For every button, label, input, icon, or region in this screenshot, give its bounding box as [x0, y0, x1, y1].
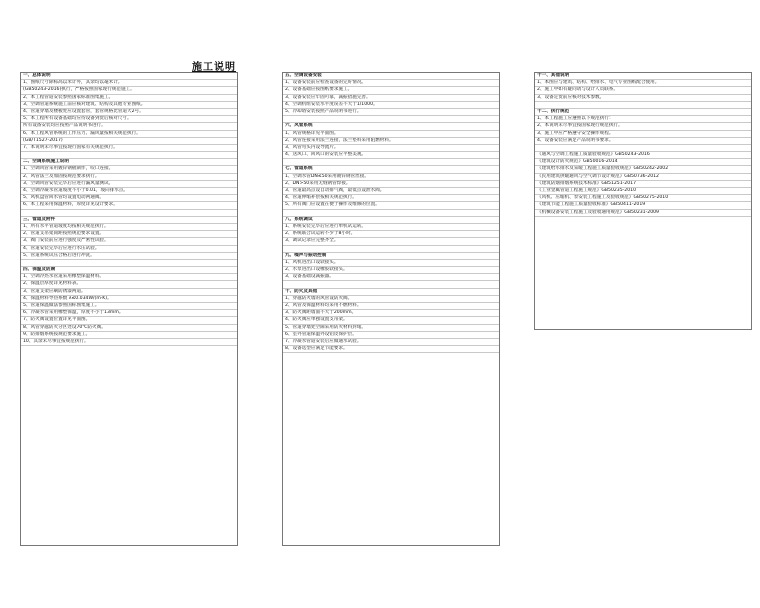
- note-line: 3、调试记录应完整齐全。: [283, 238, 499, 245]
- note-line: 2、风管法兰及加固按规范要求执行。: [21, 174, 237, 181]
- note-line: 2、管道支吊架间距按照规范要求设置。: [21, 231, 237, 238]
- note-line: 10、其余未尽事宜按规范执行。: [21, 339, 237, 346]
- note-line: 5、冷却塔安装按照产品说明书进行。: [283, 109, 499, 116]
- note-line: 4、设备安装应满足产品说明书要求。: [535, 138, 751, 145]
- note-line: [283, 281, 499, 288]
- note-line: 4、送风口、回风口的安装应平整美观。: [283, 152, 499, 159]
- note-line: 4、防火阀应单独设置支吊架。: [283, 317, 499, 324]
- note-line: 《民用建筑供暖通风与空气调节设计规范》GB50736-2012: [535, 174, 751, 181]
- note-line: 4、空调冷凝水管道坡度不小于0.01，坡向排水点。: [21, 188, 237, 195]
- note-line: 2、本说明未尽事宜按国家现行规范执行。: [535, 123, 751, 130]
- note-line: 《建筑设计防火规范》GB50016-2014: [535, 159, 751, 166]
- note-line: 7、冷凝水管道安装后应做通水试验。: [283, 339, 499, 346]
- section-heading: 十、防火及其他: [283, 289, 499, 296]
- note-line: (GB/T1527-2017): [21, 138, 237, 145]
- notes-column-3: [534, 72, 752, 330]
- section-heading: 九、噪声与振动控制: [283, 253, 499, 260]
- note-line: 5、本工程所有设备基础均应待设备到货后核对尺寸。: [21, 116, 237, 123]
- note-line: 5、管道穿墙处空隙采用防火材料封堵。: [283, 325, 499, 332]
- note-line: 6、本工程采用保温材料，厚度详见设计要求。: [21, 202, 237, 209]
- note-line: 8、风管穿越防火分区处设70℃防火阀。: [21, 325, 237, 332]
- note-line: 9、防排烟系统按规范要求施工。: [21, 332, 237, 339]
- note-line: 3、管道支架应刷防锈漆两道。: [21, 289, 237, 296]
- section-heading: 五、空调设备安装: [283, 73, 499, 80]
- section-heading: 一、总体说明: [21, 73, 237, 80]
- note-line: (GB50243-2016)执行，严格按照国家现行规范施工。: [21, 87, 237, 94]
- note-line: 4、管道伸缩补偿按相关规范执行。: [283, 195, 499, 202]
- note-line: 4、保温材料导热系数 λ≤0.034W/(m·K)。: [21, 296, 237, 303]
- note-line: 3、空调管道系统施工前应核对建筑、结构及其他专业图纸。: [21, 102, 237, 109]
- note-line: 4、管道穿墙及楼板处应设置套管，套管规格比管道大2号。: [21, 109, 237, 116]
- note-line: 1、风管规格详见平面图。: [283, 131, 499, 138]
- section-heading: 三、管道及附件: [21, 217, 237, 224]
- note-line: 1、图纸尺寸除标高以米计外，其余均以毫米计。: [21, 80, 237, 87]
- note-line: [283, 246, 499, 253]
- note-line: 1、穿越防火墙的风管设防火阀。: [283, 296, 499, 303]
- note-line: 《建筑防烟排烟系统技术标准》GB51251-2017: [535, 181, 751, 188]
- note-line: 2、施工中如有疑问请与设计人员联系。: [535, 87, 751, 94]
- note-line: 2、系统联合试运转不少于8小时。: [283, 231, 499, 238]
- note-line: 《工业金属管道工程施工规范》GB50235-2010: [535, 188, 751, 195]
- note-line: 6、冷凝水管采用橡塑保温，厚度不小于13mm。: [21, 310, 237, 317]
- note-line: [21, 210, 237, 217]
- section-heading: 十一、其他说明: [535, 73, 751, 80]
- note-line: 2、水泵进出口设橡胶软接头。: [283, 267, 499, 274]
- note-line: [283, 159, 499, 166]
- section-heading: 二、空调系统施工说明: [21, 159, 237, 166]
- note-line: 3、风管弯头内设导流片。: [283, 145, 499, 152]
- note-line: 1、所有水平管道坡度均按相关规范执行。: [21, 224, 237, 231]
- notes-column-1: [20, 72, 238, 546]
- note-line: 5、风机盘管回水管均设置电动两通阀。: [21, 195, 237, 202]
- note-line: 《机械设备安装工程施工及验收通用规范》GB50231-2009: [535, 210, 751, 217]
- note-line: 2、保温层厚度详见材料表。: [21, 281, 237, 288]
- note-line: 7、本说明未尽事宜按现行国家有关规范执行。: [21, 145, 237, 152]
- note-line: 3、空调风管安装完毕后应进行漏风量测试。: [21, 181, 237, 188]
- page-title: 施工说明: [192, 62, 236, 73]
- note-line: 6、本工程风管系统的工作压力、漏风量按相关规范执行。: [21, 131, 237, 138]
- note-line: 3、管道最高点设自动排气阀，最低点设泄水阀。: [283, 188, 499, 195]
- note-line: 1、风机进出口设软接头。: [283, 260, 499, 267]
- note-line: [535, 145, 751, 152]
- note-line: [283, 116, 499, 123]
- note-line: 8、设备选型应满足节能要求。: [283, 346, 499, 353]
- note-line: 1、系统安装完毕后应进行单机试运转。: [283, 224, 499, 231]
- note-line: 《建筑给水排水及采暖工程施工质量验收规范》GB50242-2002: [535, 166, 751, 173]
- note-line: 7、防火阀设置位置详见平面图。: [21, 317, 237, 324]
- note-line: 1、空调冷热水管道采用橡塑保温材料。: [21, 274, 237, 281]
- note-line: [21, 152, 237, 159]
- note-line: 2、设备基础应按图纸要求施工。: [283, 87, 499, 94]
- note-line: [535, 102, 751, 109]
- note-line: 《建筑节能工程施工质量验收标准》GB50411-2019: [535, 202, 751, 209]
- note-line: 3、阀门安装前应进行强度及严密性试验。: [21, 238, 237, 245]
- note-line: 3、设备基础设减振器。: [283, 274, 499, 281]
- note-line: 1、空调风管采用镀锌钢板制作，咬口连接。: [21, 166, 237, 173]
- notes-column-2: [282, 72, 500, 546]
- note-line: [21, 260, 237, 267]
- note-line: 1、本工程施工应遵照以下规范执行：: [535, 116, 751, 123]
- note-line: 3、防火阀距墙面不大于200mm。: [283, 310, 499, 317]
- note-line: 2、本工程管道安装参照国家标准图集施工。: [21, 95, 237, 102]
- note-line: 5、管道保温做法参照国标图集施工。: [21, 303, 237, 310]
- note-line: 所有设备安装均应按照产品说明书进行。: [21, 123, 237, 130]
- note-line: 5、所有阀门应设置在便于操作及维修的位置。: [283, 202, 499, 209]
- note-line: 1、空调水管DN≤50采用镀锌钢管丝接。: [283, 174, 499, 181]
- note-line: 6、室外管道保温外设铝皮保护层。: [283, 332, 499, 339]
- note-line: 4、空调机组安装水平度误差不大于1/1000。: [283, 102, 499, 109]
- note-line: 《风机、压缩机、泵安装工程施工及验收规范》GB50275-2010: [535, 195, 751, 202]
- note-line: 2、DN>50采用无缝钢管焊接。: [283, 181, 499, 188]
- note-line: 1、设备安装前应检查设备的完好情况。: [283, 80, 499, 87]
- note-line: 4、管道安装完毕后应进行水压试验。: [21, 246, 237, 253]
- note-line: 《通风与空调工程施工质量验收规范》GB50243-2016: [535, 152, 751, 159]
- section-heading: 四、保温及防腐: [21, 267, 237, 274]
- note-line: 3、设备定货前应核对技术参数。: [535, 95, 751, 102]
- section-heading: 十二、执行规范: [535, 109, 751, 116]
- note-line: 2、风管及保温材料均采用不燃材料。: [283, 303, 499, 310]
- note-line: 3、设备安装应牢固可靠，减振措施完善。: [283, 95, 499, 102]
- section-heading: 七、管道系统: [283, 166, 499, 173]
- note-line: 1、本图应与建筑、结构、给排水、电气专业图纸配合使用。: [535, 80, 751, 87]
- note-line: 2、风管连接采用法兰连接，法兰垫料采用阻燃材料。: [283, 138, 499, 145]
- section-heading: 八、系统调试: [283, 217, 499, 224]
- note-line: 5、管道系统试压合格后进行冲洗。: [21, 253, 237, 260]
- note-line: 3、施工中应严格遵守安全操作规程。: [535, 131, 751, 138]
- note-line: [283, 210, 499, 217]
- section-heading: 六、风管系统: [283, 123, 499, 130]
